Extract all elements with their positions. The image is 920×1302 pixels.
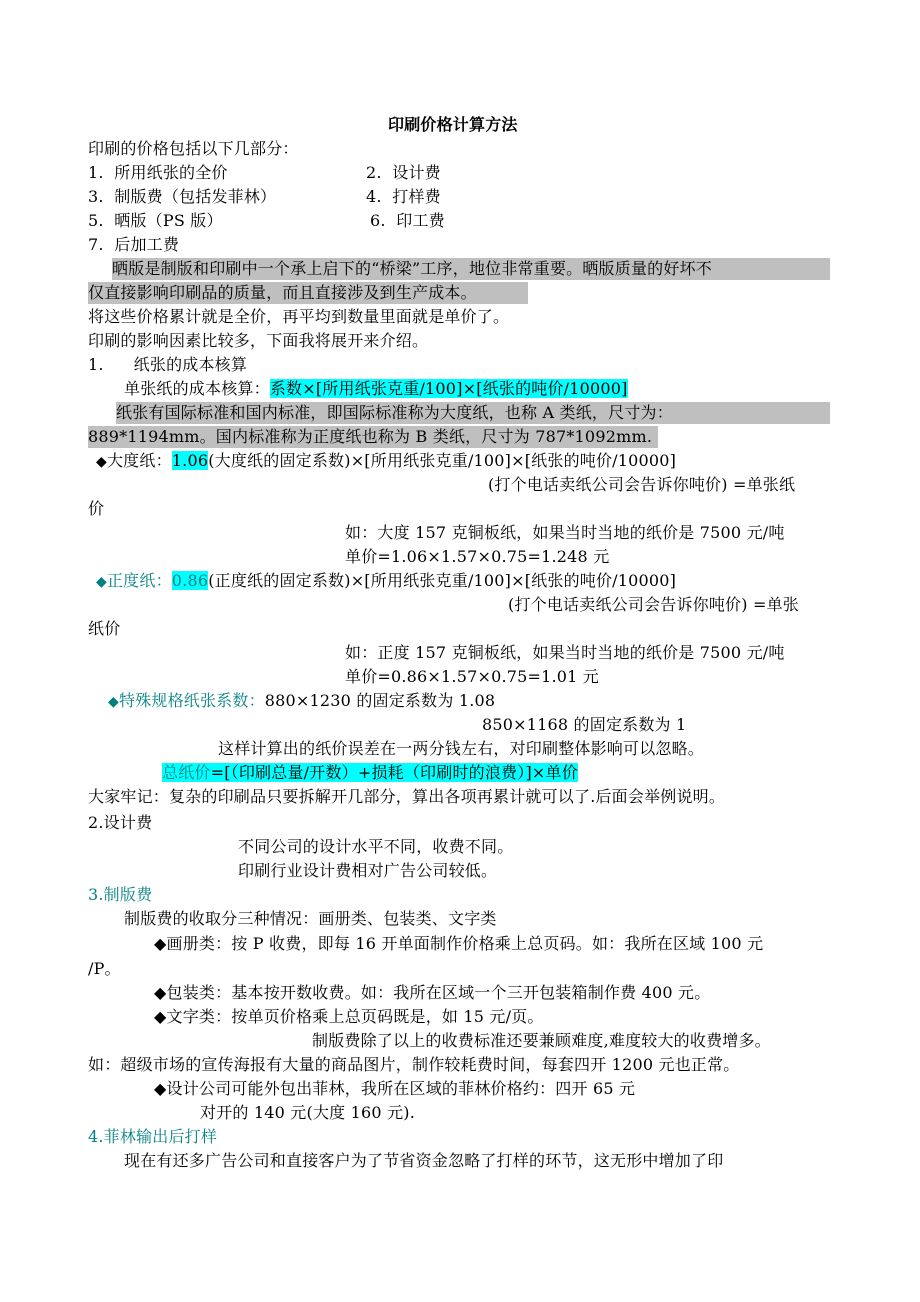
- special-size-row: ◆特殊规格纸张系数：880×1230 的固定系数为 1.08: [108, 691, 496, 710]
- summary-line-2: 印刷的影响因素比较多，下面我将展开来介绍。: [88, 331, 429, 350]
- section2-line-1: 不同公司的设计水平不同，收费不同。: [238, 837, 514, 856]
- text-line: ◆文字类：按单页价格乘上总页码既是，如 15 元/页。: [154, 1007, 544, 1026]
- difficulty-line-1: 制版费除了以上的收费标准还要兼顾难度,难度较大的收费增多。: [312, 1031, 771, 1050]
- shaiban-note-line-1: 晒版是制版和印刷中一个承上启下的“桥梁”工序，地位非常重要。晒版质量的好坏不: [112, 258, 830, 280]
- summary-line-1: 将这些价格累计就是全价，再平均到数量里面就是单价了。: [88, 307, 510, 326]
- single-sheet-formula: 系数×[所用纸张克重/100]×[纸张的吨价/10000]: [269, 379, 628, 398]
- special-size-line-2: 850×1168 的固定系数为 1: [482, 715, 687, 734]
- remember-note: 大家牢记：复杂的印刷品只要拆解开几部分，算出各项再累计就可以了.后面会举例说明。: [88, 787, 726, 806]
- part-item-1: 1. 所用纸张的全价: [88, 163, 228, 182]
- dadu-example-line-2: 单价=1.06×1.57×0.75=1.248 元: [345, 547, 610, 566]
- dadu-example-line-1: 如：大度 157 克铜板纸，如果当时当地的纸价是 7500 元/吨: [345, 523, 785, 542]
- document-title: 印刷价格计算方法: [388, 115, 518, 134]
- shaiban-note-line-2: 仅直接影响印刷品的质量，而且直接涉及到生产成本。: [88, 282, 528, 304]
- package-line: ◆包装类：基本按开数收费。如：我所在区域一个三开包装箱制作费 400 元。: [154, 983, 711, 1002]
- dadu-note-line-1: (打个电话卖纸公司会告诉你吨价) =单张纸: [488, 475, 796, 494]
- film-line-2: 对开的 140 元(大度 160 元).: [200, 1103, 415, 1122]
- part-item-2: 2. 设计费: [366, 163, 441, 182]
- section4-heading: 4.菲林输出后打样: [88, 1127, 218, 1146]
- diamond-bullet-icon: ◆: [108, 694, 119, 710]
- dadu-note-line-2: 价: [88, 499, 105, 518]
- dadu-coefficient: 1.06: [171, 451, 209, 470]
- zhengdu-example-line-1: 如：正度 157 克铜板纸，如果当时当地的纸价是 7500 元/吨: [345, 643, 785, 662]
- section3-intro: 制版费的收取分三种情况：画册类、包装类、文字类: [124, 909, 497, 928]
- section2-line-2: 印刷行业设计费相对广告公司较低。: [238, 861, 498, 880]
- section1-heading: 1. 纸张的成本核算: [88, 355, 248, 374]
- part-item-3: 3. 制版费（包括发菲林）: [88, 187, 277, 206]
- intro-text: 印刷的价格包括以下几部分：: [88, 139, 299, 158]
- single-sheet-cost: 单张纸的成本核算：系数×[所用纸张克重/100]×[纸张的吨价/10000]: [124, 379, 628, 398]
- zhengdu-formula-row: ◆正度纸：0.86(正度纸的固定系数)×[所用纸张克重/100]×[纸张的吨价/10000]: [96, 571, 677, 590]
- zhengdu-coefficient: 0.86: [171, 571, 209, 590]
- album-line-2: /P。: [88, 959, 121, 978]
- part-item-7: 7. 后加工费: [88, 235, 180, 254]
- part-item-5: 5. 晒版（PS 版）: [88, 211, 223, 230]
- paper-standard-line-2: 889*1194mm。国内标准称为正度纸也称为 B 类纸，尺寸为 787*1092mm.: [88, 426, 658, 448]
- part-item-4: 4. 打样费: [366, 187, 441, 206]
- dadu-formula-row: ◆大度纸：1.06(大度纸的固定系数)×[所用纸张克重/100]×[纸张的吨价/10000]: [96, 451, 677, 470]
- film-line-1: ◆设计公司可能外包出菲林，我所在区域的菲林价格约：四开 65 元: [154, 1079, 636, 1098]
- difficulty-line-2: 如：超级市场的宣传海报有大量的商品图片，制作较耗费时间，每套四开 1200 元也正常。: [88, 1055, 740, 1074]
- section4-line-1: 现在有还多广告公司和直接客户为了节省资金忽略了打样的环节，这无形中增加了印: [124, 1151, 724, 1170]
- album-line-1: ◆画册类：按 P 收费，即每 16 开单面制作价格乘上总页码。如：我所在区域 100 元: [154, 934, 764, 953]
- total-paper-price-formula: 总纸价=[（印刷总量/开数）+损耗（印刷时的浪费）]×单价: [162, 763, 578, 782]
- zhengdu-note-line-1: (打个电话卖纸公司会告诉你吨价) =单张: [508, 595, 799, 614]
- error-note: 这样计算出的纸价误差在一两分钱左右，对印刷整体影响可以忽略。: [218, 739, 705, 758]
- diamond-bullet-icon: ◆: [96, 574, 107, 590]
- part-item-6: 6. 印工费: [370, 211, 445, 230]
- diamond-bullet-icon: ◆: [96, 454, 107, 470]
- paper-standard-line-1: 纸张有国际标准和国内标准，即国际标准称为大度纸，也称 A 类纸，尺寸为：: [116, 402, 830, 424]
- section3-heading: 3.制版费: [88, 885, 153, 904]
- zhengdu-note-line-2: 纸价: [88, 619, 121, 638]
- section2-heading: 2.设计费: [88, 813, 153, 832]
- zhengdu-example-line-2: 单价=0.86×1.57×0.75=1.01 元: [345, 667, 600, 686]
